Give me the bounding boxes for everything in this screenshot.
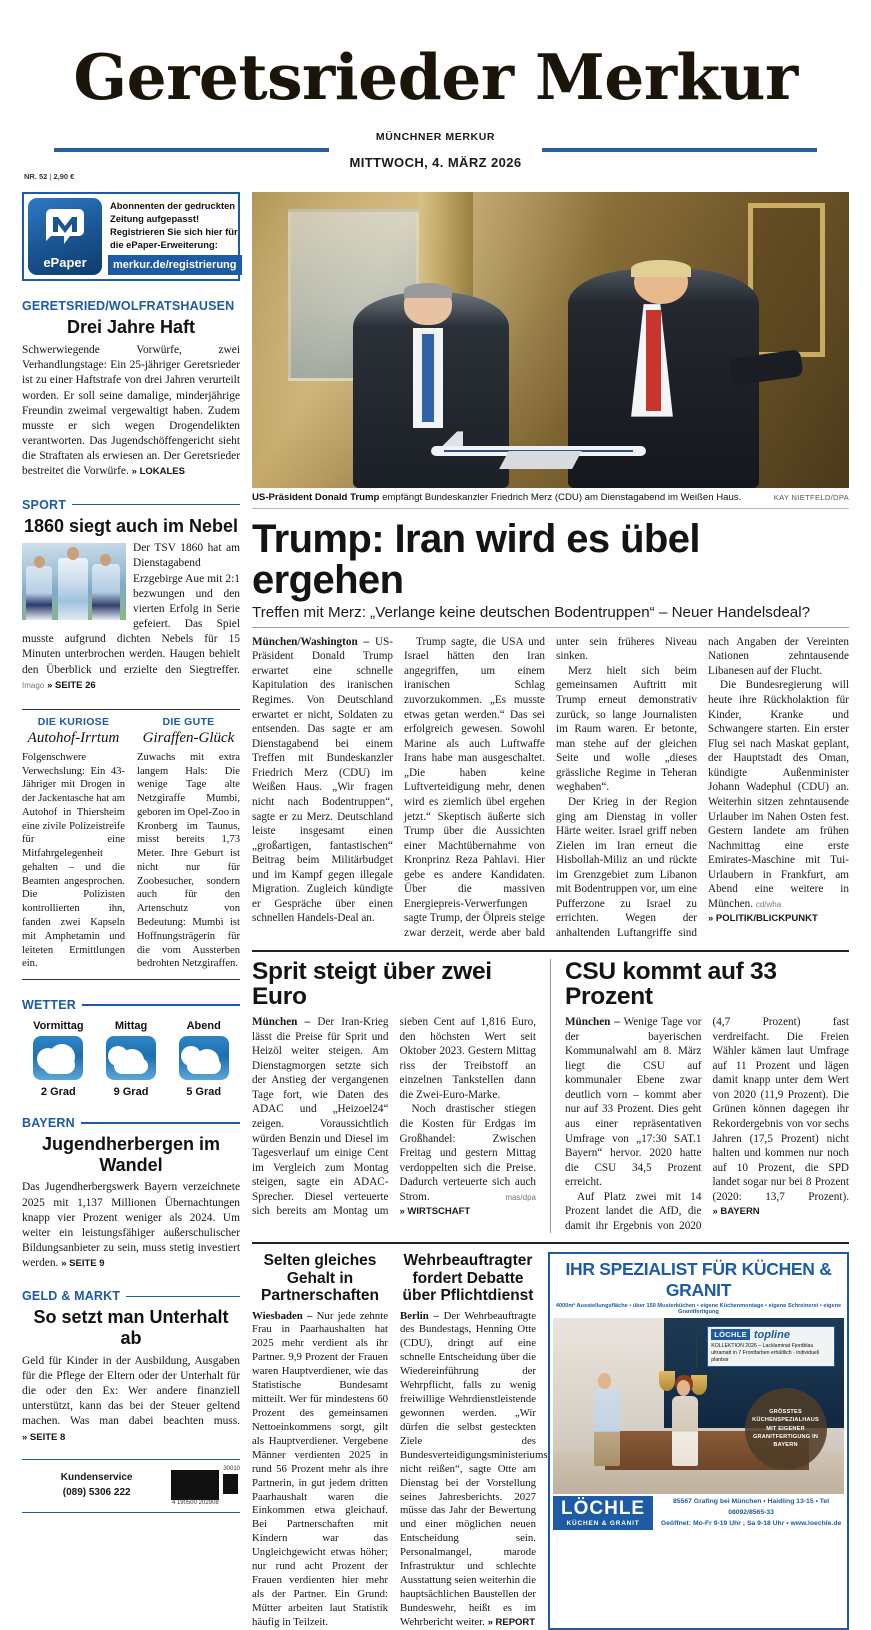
masthead-rule-row <box>22 131 849 170</box>
lead-paragraph: Merz hielt sich beim gemeinsamen Auftritt mit Trump erneut demonstrativ zurück, so lange Journalisten im Raum waren. Er betonte, man stehe auf der gleichen Seite und wolle „dieses grässliche Regime in Teheran weghaben“. <box>556 664 697 794</box>
mid-headline-sprit[interactable]: Sprit steigt über zwei Euro <box>252 957 492 1011</box>
ad-topline-box <box>707 1326 835 1367</box>
headline-gute[interactable]: Giraffen-Glück <box>142 729 235 746</box>
bottom-body-gehalt <box>252 1310 388 1630</box>
person-right <box>672 1396 698 1466</box>
customer-service-bar <box>22 1459 240 1513</box>
customer-service-label: Kundenservice <box>60 1472 133 1484</box>
ad-subtitle: 4000m² Ausstellungsfläche • über 150 Musterküchen • eigene Küchenmontage • eigene Schreinerei • eigene Granitfertigung <box>555 1303 842 1316</box>
kicker-rule <box>72 504 240 506</box>
section-divider <box>252 950 849 952</box>
ad-topline-head <box>711 1329 831 1341</box>
headline-sport[interactable]: 1860 siegt auch im Nebel <box>23 515 239 536</box>
mid-ref-sprit[interactable]: » WIRTSCHAFT <box>399 1206 471 1218</box>
mid-credit: mas/dpa <box>505 1192 536 1202</box>
ad-contact-line1: 85567 Grafing bei München • Haidling 13-15 • Tel 08092/8565-33 <box>673 1498 830 1517</box>
photo-credit: KAY NIETFELD/DPA <box>773 492 849 502</box>
ad-title: IHR SPEZIALIST FÜR KÜCHEN & GRANIT <box>565 1259 832 1301</box>
bottom-story-gehalt <box>252 1252 388 1629</box>
newspaper-title: Geretsrieder Merkur <box>73 40 798 114</box>
lead-headline[interactable]: Trump: Iran wird es übel ergehen <box>252 516 700 603</box>
credit-sport: Imago <box>22 680 45 690</box>
ad-contact-line2: Geöffnet: Mo-Fr 9-19 Uhr ; Sa 9-18 Uhr • www.loechle.de <box>660 1519 842 1527</box>
section-header-weather <box>22 998 240 1012</box>
kicker-kuriose: DIE KURIOSE <box>37 715 110 728</box>
photo-caption-text <box>252 492 766 503</box>
weather-temp: 2 Grad <box>40 1086 76 1099</box>
sport-block <box>22 541 240 693</box>
mid-body-sprit <box>252 1015 536 1219</box>
bottom-headline-wehr[interactable]: Wehrbeauftragter fordert Debatte über Pflichtdienst <box>402 1252 534 1305</box>
weather-temp: 5 Grad <box>186 1086 222 1099</box>
lead-article-body <box>252 635 849 941</box>
headline-geld[interactable]: So setzt man Unterhalt ab <box>33 1307 229 1349</box>
lead-subheadline: Treffen mit Merz: „Verlange keine deutschen Bodentruppen“ – Neuer Handelsdeal? <box>252 604 849 628</box>
mid-paragraph <box>400 1102 537 1219</box>
pendant-lamp-icon <box>691 1375 707 1395</box>
photo-caption-rest: empfängt Bundeskanzler Friedrich Merz (CDU) am Dienstagabend im Weißen Haus. <box>379 491 742 503</box>
mid-story-sprit <box>252 959 536 1234</box>
ad-photo <box>553 1318 844 1494</box>
headline-bayern[interactable]: Jugendherbergen im Wandel <box>41 1134 221 1175</box>
main-content <box>252 192 849 1630</box>
lead-paragraph: Trump sagte, die USA und Israel hätten den Iran angegriffen, um einem iranischen Schlag zuvorzukommen. „Es musste etwas getan werden.“ Das sei erfolgreich gewesen. Sowohl Marine als auch Luftwaffe Irans habe man ausgeschaltet. „Die haben keine Luftverteidigung mehr, denen wird es ziemlich übel ergehen jetzt.“ Skeptisch äußerte sich Trump über die Aussichten einer Machtübernahme von Kronprinz Reza Pahlavi. Hier gebe es andere Kandidaten. Über die massiven Energiepreis-Verwerfungen sagte Trump, der Ölpreis steige zwar derzeit, werde aber bald unter sein früheres Niveau sinken. <box>404 635 697 940</box>
ad-footer <box>553 1496 844 1530</box>
ref-geld[interactable]: » SEITE 8 <box>22 1431 66 1443</box>
ad-topline-word: topline <box>753 1328 790 1341</box>
kicker-geld: GELD & MARKT <box>22 1289 121 1304</box>
customer-service-phone[interactable]: (089) 5306 222 <box>62 1486 131 1498</box>
kicker-rule <box>82 1004 240 1006</box>
curious-good-row <box>22 710 240 971</box>
bottom-dateline: Wiesbaden – <box>252 1309 317 1322</box>
lead-photo <box>252 192 849 488</box>
epaper-promo-box[interactable] <box>22 192 240 282</box>
barcode-addon-number: 30010 <box>223 1465 240 1472</box>
content-grid <box>22 192 849 1630</box>
body-sport-text: Der TSV 1860 hat am Dienstagabend Erzgebirge Aue mit 2:1 bezwungen und den vierten Erfolg in Serie gefeiert. Das Spiel musste aufgrund dichten Nebels für 15 Minuten unterbrochen werden. Haugen behielt den Überblick und erzielte den Siegtreffer. <box>22 542 240 676</box>
mid-ref-csu[interactable]: » BAYERN <box>712 1206 760 1218</box>
mid-paragraph <box>565 1015 702 1190</box>
kicker-rule <box>126 1296 240 1298</box>
ad-logo-sub: KÜCHEN & GRANIT <box>566 1520 640 1528</box>
kicker-weather: WETTER <box>22 998 76 1013</box>
person-left <box>594 1389 620 1466</box>
sport-photo <box>22 543 126 620</box>
lead-paragraph: Der Krieg in der Region ging am Dienstag in voller Härte weiter. Israel griff neben Zielen im Iran erneut die Hisbollah-Miliz an und rückte im Grenzgebiet zum Libanon mit Bodentruppen vor, um eine Pufferzone zu Israel zu errichten. Wegen der anhaltenden Luftangriffe sind nach Angaben der Vereinten Nationen zehntausende Libanesen auf der Flucht. <box>556 635 849 940</box>
mid-dateline: München – <box>252 1016 318 1029</box>
section-divider <box>252 1242 849 1244</box>
bottom-story-wehr <box>400 1252 548 1629</box>
lead-p1: US-Präsident Donald Trump erwartet eine schnelle Kapitulation des iranischen Regimes. Von Deutschland erwartet er nicht, Soldaten zu entsenden. Das sagte er am Dienstagabend bei einem Treffen mit Bundeskanzler Friedrich Merz (CDU) im Weißen Haus. „Wir fragen nicht nach Bodentruppen“, sagte er zu Merz. Deutschland leiste insgesamt einen „großartigen, fantastischen“ Beitrag beim Militärbudget und im Kampf gegen illegale Migration. Zugleich kündigte er Gespräche über einen schnellen Handels-Deal an. <box>252 635 393 925</box>
barcode-number: 4 190500 202908 <box>171 1499 219 1506</box>
merkur-m-icon <box>42 205 88 245</box>
mid-p2: Auf Platz zwei mit 14 Prozent landet die AfD, die damit ihr Ergebnis von 2020 (4,7 Prozent) fast verdreifacht. Die Freien Wähler kämen laut Umfrage auf 11 Prozent und lägen damit knapp unter dem Wert von 2020 (11,9 Prozent). Die Grünen können dagegen ihr Rekordergebnis von vor sechs Jahren (17,5 Prozent) nicht halten und kommen nur noch auf 10 Prozent, die SPD landet sogar nur bei 8 Prozent (2020: 13,7 Prozent). <box>565 1016 849 1232</box>
weather-slot-mittag <box>95 1020 168 1098</box>
section-header-bayern <box>22 1116 240 1130</box>
airplane-model <box>431 431 646 469</box>
cloudy-icon <box>179 1036 229 1080</box>
section-header-local <box>22 299 240 313</box>
kicker-bayern: BAYERN <box>22 1116 75 1131</box>
section-header-geld <box>22 1289 240 1303</box>
ad-logo <box>553 1496 653 1530</box>
barcode-main <box>171 1466 219 1500</box>
masthead-rule-left <box>54 148 329 152</box>
column-gute <box>137 716 240 971</box>
left-sidebar <box>22 192 240 1630</box>
ad-topline-text: KOLLEKTION 2026 – Lacklaminat Fjordblau ultramatt in 7 Frontfarben erhältlich · individuell planbar <box>711 1342 820 1363</box>
bottom-ref-wehr[interactable]: » REPORT <box>487 1616 536 1628</box>
mid-stories-row <box>252 959 849 1234</box>
weather-label: Vormittag <box>33 1020 84 1033</box>
kicker-sport: SPORT <box>22 497 67 512</box>
weather-slot-abend <box>167 1020 240 1098</box>
kicker-local: GERETSRIED/WOLFRATSHAUSEN <box>22 299 235 314</box>
cloudy-icon <box>106 1036 156 1080</box>
ad-contact <box>658 1496 844 1530</box>
column-kuriose <box>22 716 125 971</box>
body-bayern <box>22 1180 240 1271</box>
barcode-addon <box>223 1472 240 1494</box>
barcode-group <box>171 1466 240 1506</box>
body-gute: Zuwachs mit extra langem Hals: Die wenige Tage alte Netzgiraffe Mumbi, geboren im Opel-Zoo in Kronberg im Taunus, misst bereits 1,73 Meter. Ihre Geburt ist nicht nur für Zoobesucher, sondern auch für den Artenschutz von Bedeutung: Mumbi ist Hoffnungsträgerin für die vom Aussterben bedrohten Netzgiraffen. <box>137 751 240 970</box>
masthead-rule-right <box>542 148 817 152</box>
photo-caption-bold: US-Präsident Donald Trump <box>252 491 380 503</box>
masthead <box>22 0 849 170</box>
epaper-text-col <box>108 198 242 276</box>
weather-label: Abend <box>186 1020 221 1033</box>
mid-p1: Der Iran-Krieg lässt die Preise für Sprit und Heizöl weiter steigen. Am Dienstagmorgen setzte sich der Anstieg der vergangenen Tage fort, wie Daten des ADAC und „Heizoel24“ zeigen. Voraussichtlich würden Benzin und Diesel im Tagesverlauf um einige Cent im Vergleich zum Montag steigen, sagte ein ADAC-Sprecher. Diesel verteuerte sich bereits am Montag um sieben Cent auf 1,816 Euro, den höchsten Wert seit Oktober 2023. Gestern Mittag riss der Treibstoff an einzelnen Tankstellen dann die Zwei-Euro-Marke. <box>252 1016 536 1218</box>
ad-badge: GRÖSSTES KÜCHENSPEZIALHAUS MIT EIGENER GRANITFERTIGUNG IN BAYERN <box>745 1388 827 1470</box>
ref-local[interactable]: » LOKALES <box>131 466 185 478</box>
epaper-url-link[interactable]: merkur.de/registrierung <box>108 255 242 275</box>
section-header-sport <box>22 498 240 512</box>
mid-p1: Wenige Tage vor der bayerischen Kommunalwahl am 8. März liegt die CSU auf kommunaler Ebene zwar deutlich vorn – kommt aber nur auf 33 Prozent. Dies geht aus einer repräsentativen Umfrage von „17:30 SAT.1 Bayern“ hervor. 2020 hatte die CSU 34,5 Prozent erreicht. <box>565 1016 702 1189</box>
issue-price: 2,90 € <box>53 172 75 181</box>
bottom-headline-gehalt[interactable]: Selten gleiches Gehalt in Partnerschaften <box>260 1252 379 1305</box>
mid-p2: Noch drastischer stiegen die Kosten für Erdgas im Großhandel: Zwischen Freitag und gestern Mittag verdoppelten sich die Preise. Dadurch verteuerte sich auch Strom. <box>399 1103 536 1203</box>
vertical-divider <box>550 959 551 1234</box>
mid-story-csu <box>565 959 849 1234</box>
kicker-gute: DIE GUTE <box>162 715 215 728</box>
mid-dateline: München – <box>565 1016 624 1029</box>
kicker-rule <box>81 1122 240 1124</box>
lead-paragraph <box>252 635 393 926</box>
lead-paragraph <box>708 678 849 926</box>
headline-kuriose[interactable]: Autohof-Irrtum <box>27 729 120 746</box>
weather-label: Mittag <box>114 1020 148 1033</box>
bottom-text: Nur jede zehnte Frau in Paarhaushalten hat 2025 mehr verdient als ihr Partner. 9,9 Prozent der Frauen waren Hauptverdiener, wie das Statistische Bundesamt mitteilt. Wer für mindestens 60 Prozent des gemeinsamen Nettoeinkommens sorgt, gilt als Hauptverdiener. Vergebene Männer verdienten 2025 in rund 56 Prozent mehr als ihre Partnerin, in gut jedem dritten Paarhaushalt waren die Einkommen etwa gleichauf. Bei Partnerschaften mit Kindern war das Ungleichgewicht etwas höher; nur rund acht Prozent der Frauen verdienten hier mehr als der Partner. Ein Grund: Mütter arbeiten laut Statistik häufig in Teilzeit. <box>252 1309 388 1628</box>
bottom-text: Der Wehrbeauftragte des Bundestags, Henning Otte (CDU), dringt auf eine schnelle Entscheidung über die Wiedereinführung der Wehrpflicht, falls zu wenig freiwillige Wehrdienstleistende gewonnen werden. „Wir dürfen die selbst gesteckten Ziele des Bundesverteidigungsministeriums nicht reißen“, sagte Otte am Dienstag bei der Vorstellung seines Jahresberichts. 2027 müsse das Jahr der Bewertung und einer möglichen neuen Entscheidung sein. Personalmangel, marode Infrastruktur und schlechte Ausstattung seien weiterhin die hauptsächlichen Baustellen der Bundeswehr, heißt es im Wehrbericht weiter. <box>400 1309 548 1628</box>
divider-rule-bottom <box>22 979 240 980</box>
lead-dateline: München/Washington – <box>252 635 375 648</box>
customer-service-text <box>22 1471 171 1500</box>
body-kuriose: Folgenschwere Verwechslung: Ein 43-Jähriger mit Drogen in der Jackentasche hat am Autohof in Thiersheim eine zivile Polizeistreife für eine Mitfahrgelegenheit gehalten – und die Beamten angesprochen. Die Polizisten kontrollierten ihn, fanden zwei Kapseln mit Amphetamin und leiteten Ermittlungen ein. <box>22 751 125 970</box>
body-geld-text: Geld für Kinder in der Ausbildung, Ausgaben für die Pflege der Eltern oder der Unterhalt für die oder den Ex: Wer andere finanziell unterstützt, kann das bei der Steuer geltend machen. Was man dabei beachten muss. <box>22 1354 240 1428</box>
mid-body-csu <box>565 1015 849 1233</box>
issue-line: NR. 52 | 2,90 € <box>24 172 75 181</box>
bottom-row <box>252 1252 849 1629</box>
body-geld <box>22 1354 240 1445</box>
lead-credit: cd/wha <box>755 899 782 909</box>
masthead-center <box>339 131 531 170</box>
bottom-body-wehr <box>400 1309 548 1630</box>
masthead-subtitle: MÜNCHNER MERKUR <box>375 131 496 143</box>
decor-frame <box>748 203 826 357</box>
epaper-logo <box>28 198 102 276</box>
weather-slot-vormittag <box>22 1020 95 1098</box>
advertisement-loechle[interactable] <box>548 1252 849 1629</box>
headline-local[interactable]: Drei Jahre Haft <box>66 317 196 338</box>
body-bayern-text: Das Jugendherbergswerk Bayern verzeichnete 2025 mit 1,137 Millionen Übernachtungen knapp vier Prozent weniger als 2024. Um weiter ein leistungsfähiger außerschulischer Bildungsanbieter zu sein, muss stetig investiert werden. <box>22 1181 240 1270</box>
mid-headline-csu[interactable]: CSU kommt auf 33 Prozent <box>565 957 777 1011</box>
cloudy-icon <box>33 1036 83 1080</box>
epaper-logo-text: ePaper <box>43 255 87 271</box>
body-local-text: Schwerwiegende Vorwürfe, zwei Verhandlungstage: Ein 25-jähriger Geretsrieder ist zu einer Haftstrafe von drei Jahren verurteilt worden. Er soll seine damalige, minderjährige Freundin zweimal vergewaltigt haben. Zudem musste er sich wegen Drogendelikten verantworten. Das Jugendschöffengericht sieht die Straftaten als erwiesen an. Der Geretsrieder bestreitet die Vorwürfe. <box>22 344 240 478</box>
ref-bayern[interactable]: » SEITE 9 <box>61 1258 105 1270</box>
epaper-lines: Abonnenten der gedruckten Zeitung aufgepasst! Registrieren Sie sich hier für die ePaper-Erweiterung: <box>110 199 238 250</box>
weather-temp: 9 Grad <box>113 1086 149 1099</box>
lead-ref[interactable]: » POLITIK/BLICKPUNKT <box>708 913 818 925</box>
masthead-date: MITTWOCH, 4. MÄRZ 2026 <box>349 154 522 170</box>
body-local <box>22 343 240 479</box>
lead-p5: Die Bundesregierung will heute ihre Rückholaktion für Kinder, Kranke und Schwangere starten. Ein erster Flug sei nach Maskat geplant, der Hauptstadt des Oman, kündigte Außenminister Johann Wadephul (CDU) an. Weiterhin sitzen zehntausende Urlauber im Nahen Osten fest. Gestern landete am frühen Nachmittag eine erste Emirates-Maschine mit Tui-Urlaubern in Frankfurt, am Abend eine weitere in München. <box>708 679 849 910</box>
ref-sport[interactable]: » SEITE 26 <box>47 679 96 691</box>
photo-caption <box>252 488 849 509</box>
ad-logo-main: LÖCHLE <box>561 1498 646 1520</box>
ad-topline-brand: LÖCHLE <box>711 1329 750 1340</box>
issue-number: NR. 52 <box>24 172 48 181</box>
weather-row <box>22 1020 240 1098</box>
bottom-dateline: Berlin – <box>400 1309 444 1322</box>
